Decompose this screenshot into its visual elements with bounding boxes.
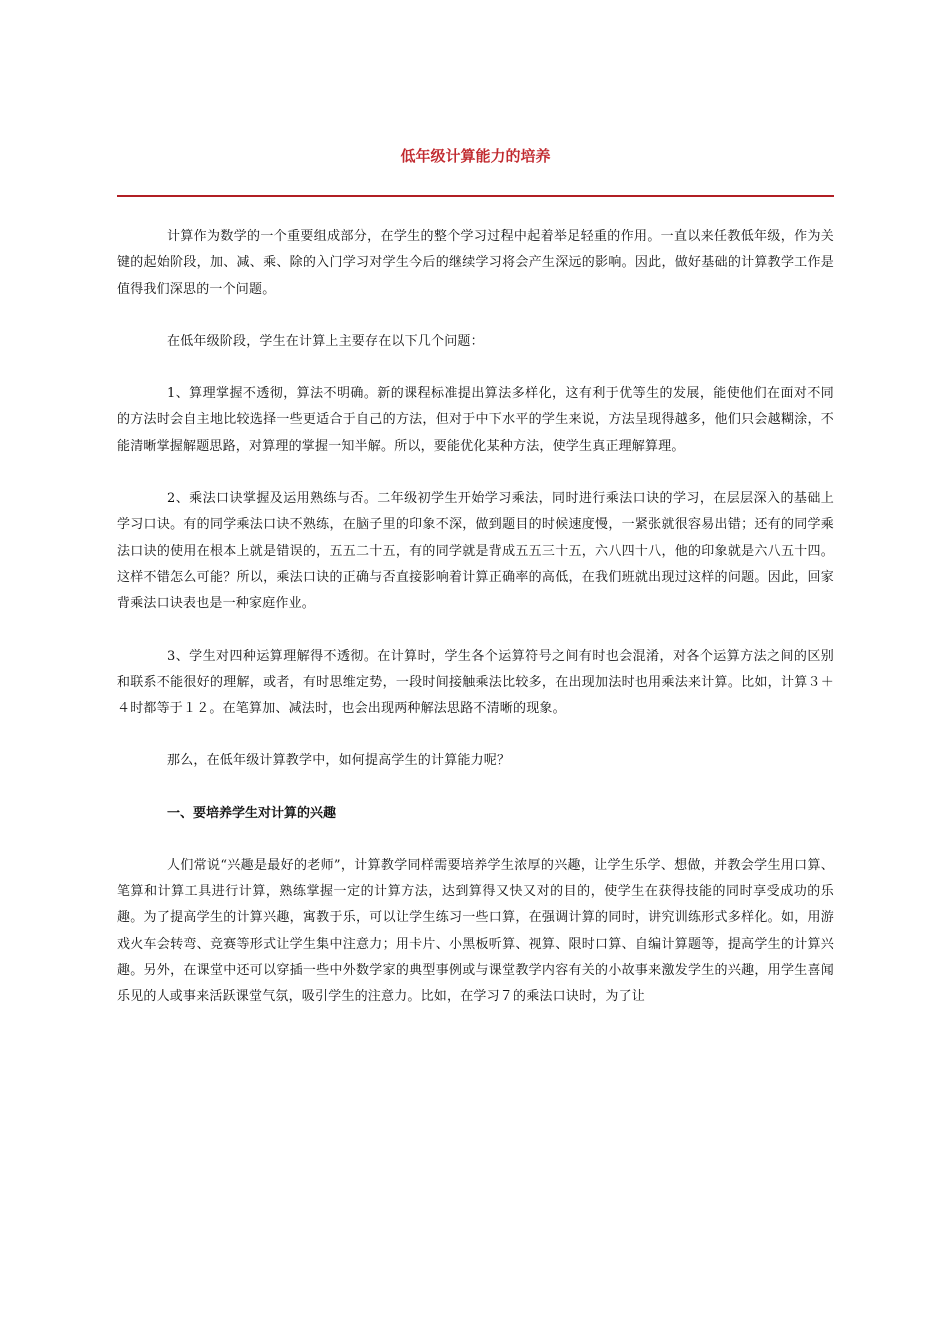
title-divider bbox=[117, 195, 834, 197]
paragraph-interest: 人们常说“兴趣是最好的老师”，计算教学同样需要培养学生浓厚的兴趣，让学生乐学、想做，并教会学生用口算、笔算和计算工具进行计算，熟练掌握一定的计算方法，达到算得又快又对的目的，使学生在获得技能的同时享受成功的乐趣。为了提高学生的计算兴趣，寓教于乐，可以让学生练习一些口算，在强调计算的同时，讲究训练形式多样化。如，用游戏火车会转弯、竞赛等形式让学生集中注意力；用卡片、小黑板听算、视算、限时口算、自编计算题等，提高学生的计算兴趣。另外，在课堂中还可以穿插一些中外数学家的典型事例或与课堂教学内容有关的小故事来激发学生的兴趣，用学生喜闻乐见的人或事来活跃课堂气氛，吸引学生的注意力。比如，在学习７的乘法口诀时，为了让 bbox=[117, 857, 834, 1005]
document-title: 低年级计算能力的培养 bbox=[400, 147, 551, 165]
paragraph-question: 那么，在低年级计算教学中，如何提高学生的计算能力呢？ bbox=[167, 753, 511, 769]
paragraph-problems-lead: 在低年级阶段，学生在计算上主要存在以下几个问题： bbox=[167, 333, 484, 349]
section-heading: 一、要培养学生对计算的兴趣 bbox=[167, 805, 337, 821]
paragraph-problem-1: 1、算理掌握不透彻，算法不明确。新的课程标准提出算法多样化，这有利于优等生的发展，能使他们在面对不同的方法时会自主地比较选择一些更适合于自己的方法，但对于中下水平的学生来说，方法呈现得越多，他们只会越糊涂，不能清晰掌握解题思路，对算理的掌握一知半解。所以，要能优化某种方法，使学生真正理解算理。 bbox=[117, 386, 834, 454]
paragraph-problem-3: 3、学生对四种运算理解得不透彻。在计算时，学生各个运算符号之间有时也会混淆，对各个运算方法之间的区别和联系不能很好的理解，或者，有时思维定势，一段时间接触乘法比较多，在出现加法时也用乘法来计算。比如，计算３＋４时都等于１２。在笔算加、减法时，也会出现两种解法思路不清晰的现象。 bbox=[117, 648, 834, 717]
paragraph-problem-2: 2、乘法口诀掌握及运用熟练与否。二年级初学生开始学习乘法，同时进行乘法口诀的学习，在层层深入的基础上学习口诀。有的同学乘法口诀不熟练，在脑子里的印象不深，做到题目的时候速度慢，一紧张就很容易出错；还有的同学乘法口诀的使用在根本上就是错误的，五五二十五，有的同学就是背成五五三十五，六八四十八，他的印象就是六八五十四。这样不错怎么可能？所以，乘法口诀的正确与否直接影响着计算正确率的高低，在我们班就出现过这样的问题。因此，回家背乘法口诀表也是一种家庭作业。 bbox=[117, 491, 834, 612]
paragraph-intro: 计算作为数学的一个重要组成部分，在学生的整个学习过程中起着举足轻重的作用。一直以来任教低年级，作为关键的起始阶段，加、减、乘、除的入门学习对学生今后的继续学习将会产生深远的影响。因此，做好基础的计算教学工作是值得我们深思的一个问题。 bbox=[117, 229, 834, 297]
document-body bbox=[117, 224, 834, 1037]
